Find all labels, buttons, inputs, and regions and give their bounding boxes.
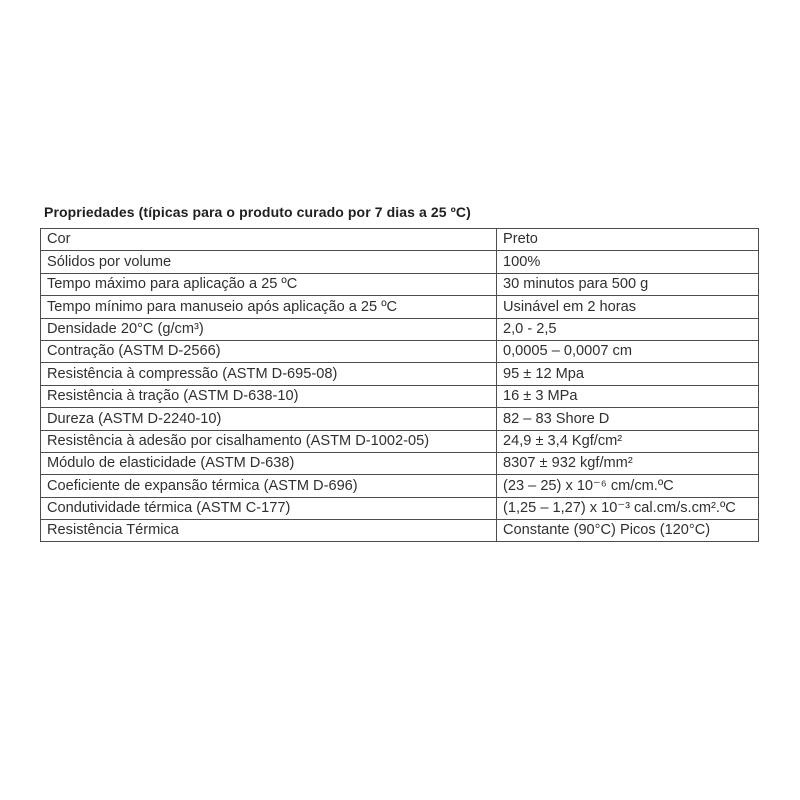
table-row bbox=[41, 475, 759, 497]
property-cell: Resistência Térmica bbox=[41, 520, 497, 542]
table-row bbox=[41, 452, 759, 474]
table-row bbox=[41, 520, 759, 542]
property-cell: Resistência à adesão por cisalhamento (ASTM D-1002-05) bbox=[41, 430, 497, 452]
value-cell: 100% bbox=[497, 251, 759, 273]
table-row bbox=[41, 318, 759, 340]
table-row bbox=[41, 363, 759, 385]
value-cell: (23 – 25) x 10⁻⁶ cm/cm.ºC bbox=[497, 475, 759, 497]
property-cell: Condutividade térmica (ASTM C-177) bbox=[41, 497, 497, 519]
property-cell: Tempo mínimo para manuseio após aplicação a 25 ºC bbox=[41, 296, 497, 318]
value-cell: Usinável em 2 horas bbox=[497, 296, 759, 318]
value-cell: Preto bbox=[497, 229, 759, 251]
value-cell: 82 – 83 Shore D bbox=[497, 408, 759, 430]
properties-table bbox=[40, 228, 759, 542]
page-title: Propriedades (típicas para o produto curado por 7 dias a 25 ºC) bbox=[44, 204, 471, 220]
value-cell: 95 ± 12 Mpa bbox=[497, 363, 759, 385]
property-cell: Cor bbox=[41, 229, 497, 251]
value-cell: (1,25 – 1,27) x 10⁻³ cal.cm/s.cm².ºC bbox=[497, 497, 759, 519]
value-cell: 24,9 ± 3,4 Kgf/cm² bbox=[497, 430, 759, 452]
value-cell: Constante (90°C) Picos (120°C) bbox=[497, 520, 759, 542]
table-row bbox=[41, 497, 759, 519]
property-cell: Coeficiente de expansão térmica (ASTM D-696) bbox=[41, 475, 497, 497]
property-cell: Resistência à tração (ASTM D-638-10) bbox=[41, 385, 497, 407]
property-cell: Densidade 20°C (g/cm³) bbox=[41, 318, 497, 340]
table-row bbox=[41, 385, 759, 407]
table-row bbox=[41, 273, 759, 295]
table-row bbox=[41, 229, 759, 251]
value-cell: 30 minutos para 500 g bbox=[497, 273, 759, 295]
value-cell: 16 ± 3 MPa bbox=[497, 385, 759, 407]
property-cell: Dureza (ASTM D-2240-10) bbox=[41, 408, 497, 430]
value-cell: 2,0 - 2,5 bbox=[497, 318, 759, 340]
table-row bbox=[41, 430, 759, 452]
property-cell: Módulo de elasticidade (ASTM D-638) bbox=[41, 452, 497, 474]
property-cell: Tempo máximo para aplicação a 25 ºC bbox=[41, 273, 497, 295]
table-row bbox=[41, 296, 759, 318]
table-row bbox=[41, 408, 759, 430]
property-cell: Resistência à compressão (ASTM D-695-08) bbox=[41, 363, 497, 385]
property-cell: Sólidos por volume bbox=[41, 251, 497, 273]
property-cell: Contração (ASTM D-2566) bbox=[41, 340, 497, 362]
table-row bbox=[41, 340, 759, 362]
table-row bbox=[41, 251, 759, 273]
value-cell: 8307 ± 932 kgf/mm² bbox=[497, 452, 759, 474]
value-cell: 0,0005 – 0,0007 cm bbox=[497, 340, 759, 362]
